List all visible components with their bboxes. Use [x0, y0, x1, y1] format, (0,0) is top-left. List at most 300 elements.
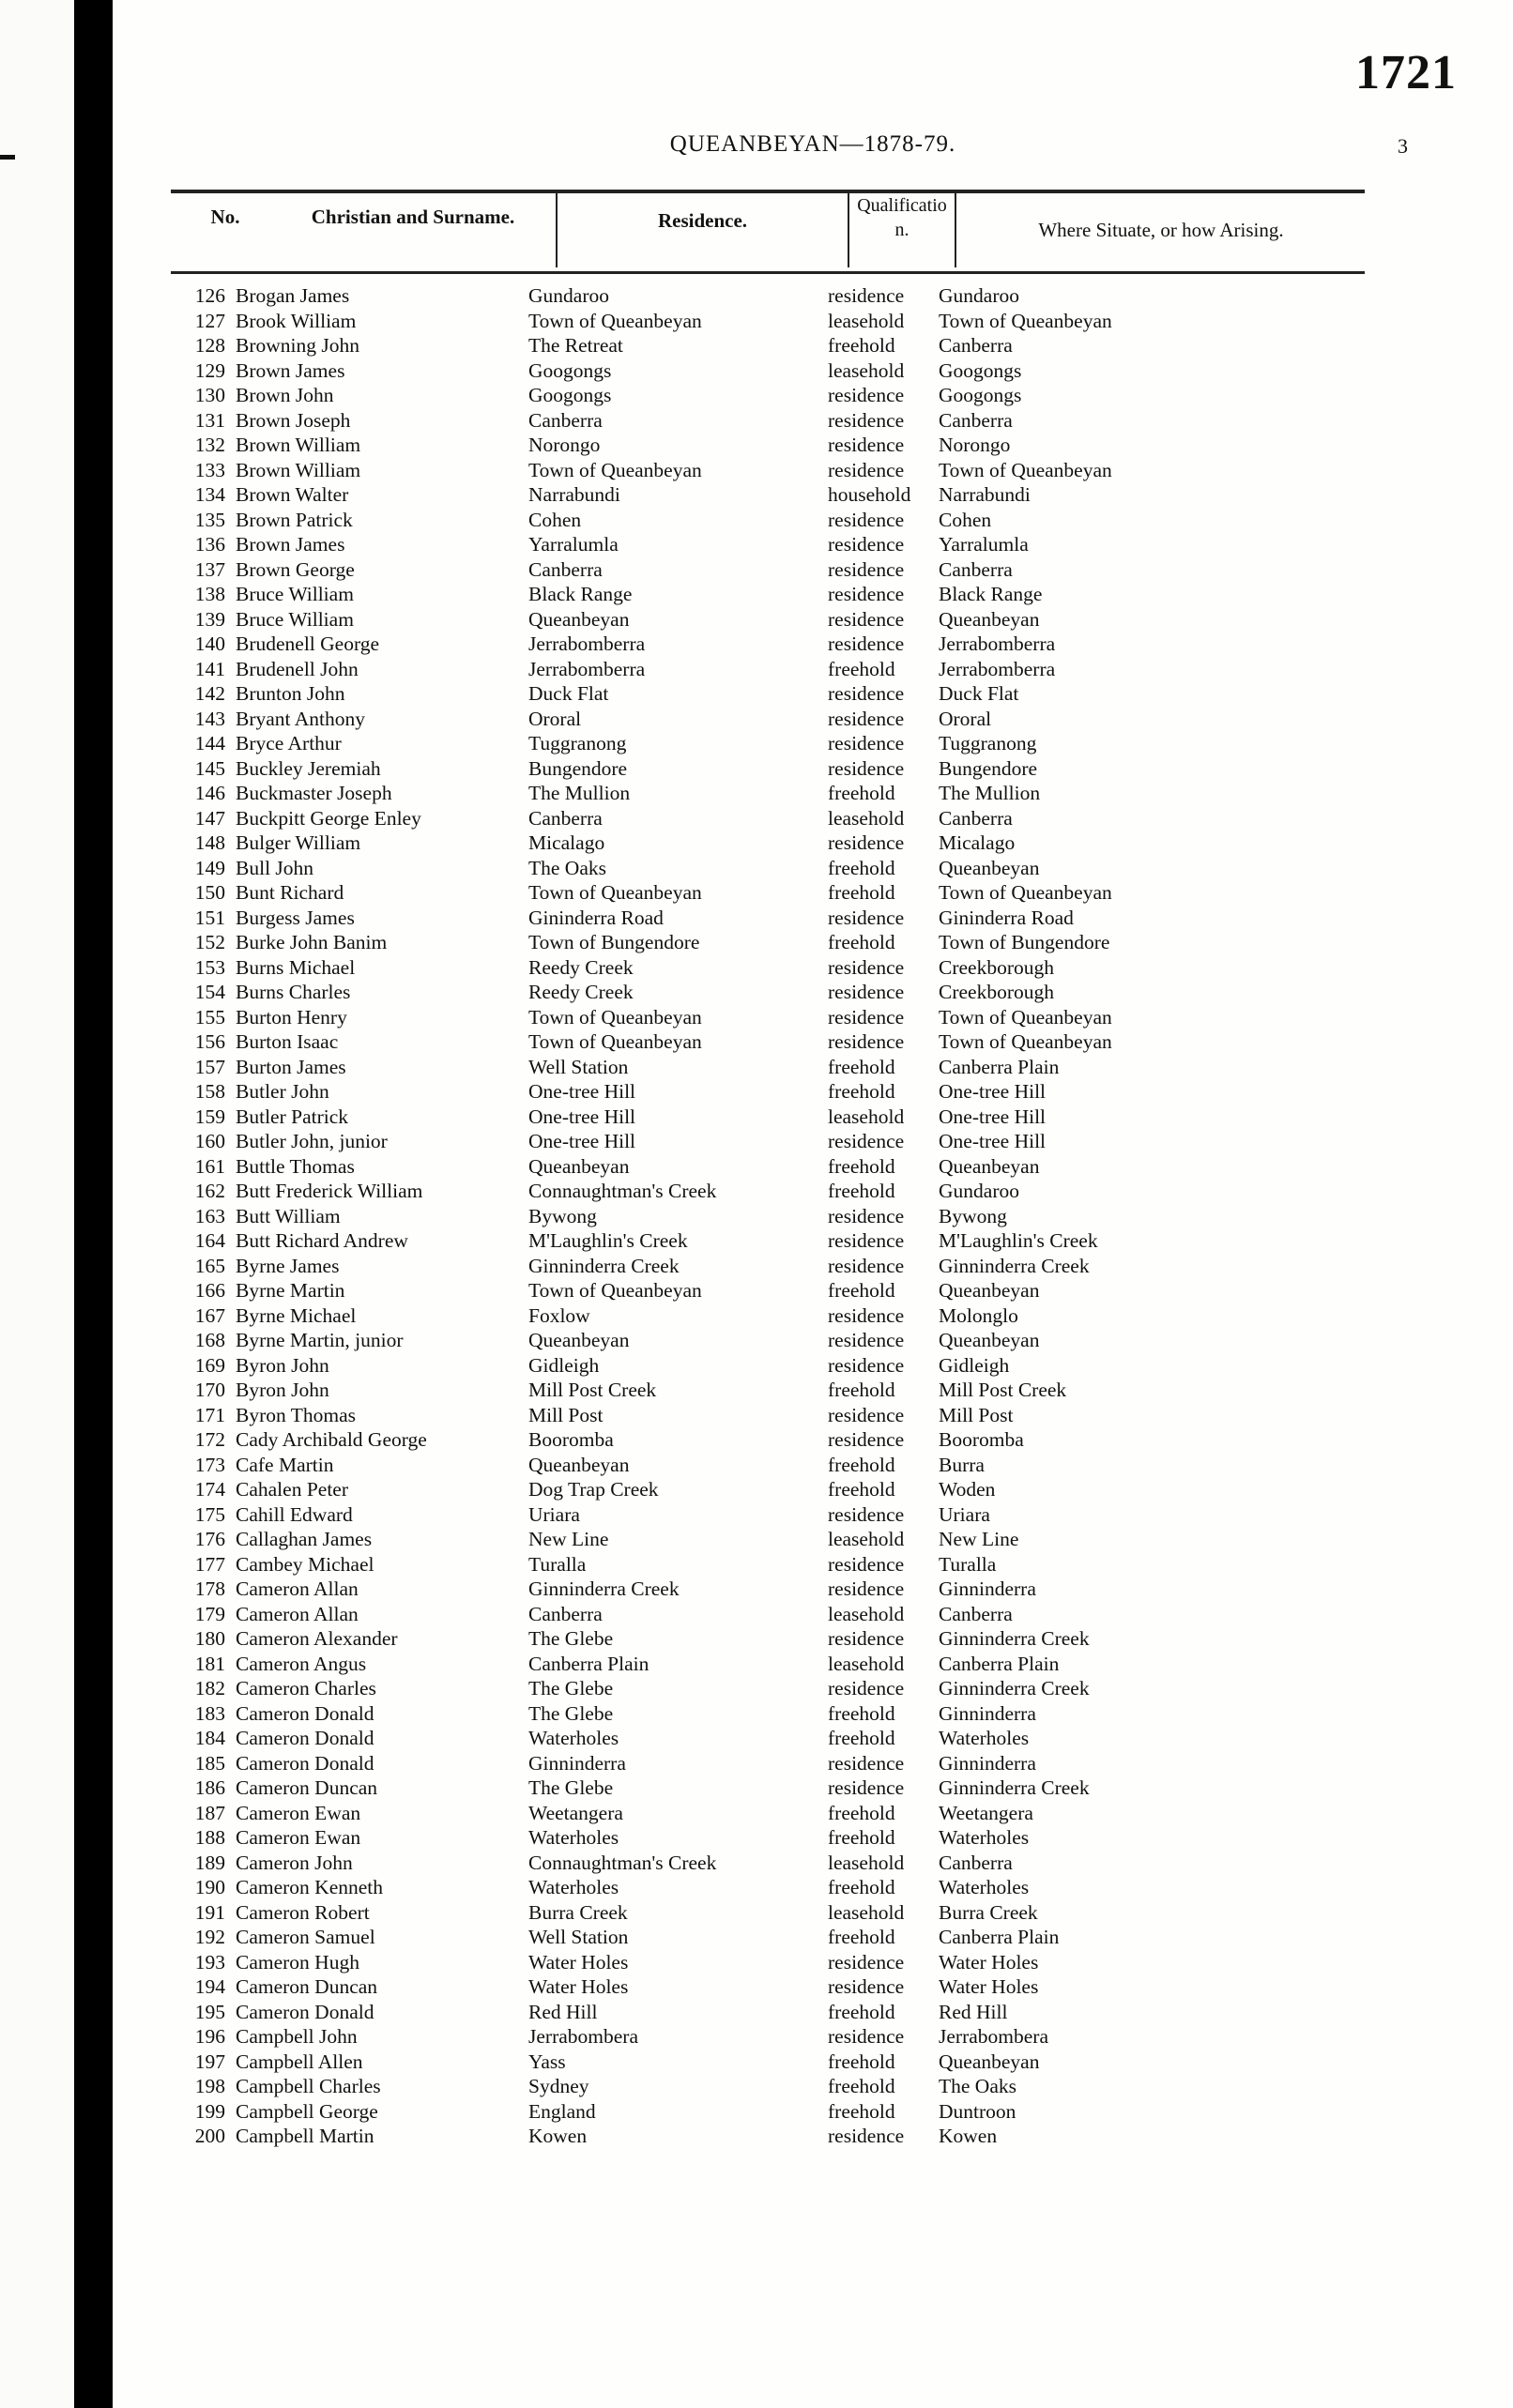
- entry-number: 173: [194, 1453, 225, 1476]
- voter-name: Cameron Alexander: [236, 1627, 398, 1650]
- table-row: [113, 1079, 1513, 1105]
- where-situate: Creekborough: [939, 981, 1054, 1003]
- qualification: residence: [828, 1502, 905, 1526]
- residence: The Glebe: [528, 1627, 614, 1650]
- voter-name: Brogan James: [236, 284, 350, 307]
- voter-name: Buttle Thomas: [236, 1154, 355, 1178]
- residence: Dog Trap Creek: [528, 1478, 659, 1501]
- table-row: [113, 1378, 1513, 1403]
- entry-number: 151: [194, 906, 225, 929]
- residence: Town of Queanbeyan: [528, 1005, 702, 1029]
- qualification: residence: [828, 1677, 905, 1699]
- residence: Canberra Plain: [528, 1652, 650, 1675]
- residence: New Line: [528, 1528, 609, 1550]
- entry-number: 193: [194, 1950, 225, 1974]
- qualification: residence: [828, 1329, 905, 1351]
- where-situate: Town of Queanbeyan: [939, 1030, 1112, 1053]
- voter-name: Byrne James: [236, 1254, 340, 1277]
- qualification: leasehold: [828, 358, 905, 382]
- qualification: freehold: [828, 334, 895, 357]
- table-row: [113, 1925, 1513, 1950]
- entry-number: 130: [194, 384, 225, 406]
- table-row: [113, 1701, 1513, 1727]
- entry-number: 163: [194, 1204, 225, 1227]
- voter-name: Bryant Anthony: [236, 707, 365, 730]
- where-situate: Canberra Plain: [939, 1926, 1060, 1948]
- voter-name: Brown Walter: [236, 483, 349, 506]
- table-row: [113, 1254, 1513, 1279]
- voter-name: Cameron Donald: [236, 1727, 374, 1749]
- qualification: residence: [828, 1229, 905, 1252]
- table-row: [113, 1453, 1513, 1478]
- header-rule-bottom: [171, 271, 1365, 274]
- table-row: [113, 1204, 1513, 1229]
- voter-name: Browning John: [236, 334, 359, 357]
- where-situate: Duntroon: [939, 2099, 1016, 2123]
- voter-name: Byrne Martin, junior: [236, 1329, 404, 1351]
- qualification: residence: [828, 1204, 905, 1227]
- voter-name: Cafe Martin: [236, 1453, 334, 1476]
- residence: The Glebe: [528, 1677, 614, 1699]
- residence: The Retreat: [528, 334, 623, 357]
- table-row: [113, 408, 1513, 434]
- residence: Gidleigh: [528, 1353, 600, 1377]
- table-row: [113, 1055, 1513, 1080]
- where-situate: Burra Creek: [939, 1900, 1038, 1924]
- qualification: freehold: [828, 1080, 895, 1103]
- entry-number: 195: [194, 2000, 225, 2023]
- residence: Reedy Creek: [528, 981, 634, 1003]
- adjacent-page-edge: [0, 0, 80, 2408]
- where-situate: One-tree Hill: [939, 1105, 1047, 1128]
- table-row: [113, 532, 1513, 557]
- residence: Foxlow: [528, 1303, 590, 1327]
- table-row: [113, 1974, 1513, 2000]
- qualification: freehold: [828, 881, 895, 904]
- where-situate: Waterholes: [939, 1826, 1030, 1849]
- table-row: [113, 1652, 1513, 1677]
- where-situate: Jerrabomberra: [939, 657, 1056, 680]
- qualification: residence: [828, 434, 905, 456]
- where-situate: Weetangera: [939, 1801, 1033, 1824]
- table-row: [113, 383, 1513, 408]
- where-situate: Canberra: [939, 1851, 1013, 1874]
- voter-name: Bruce William: [236, 583, 354, 605]
- where-situate: Canberra: [939, 408, 1013, 432]
- where-situate: Duck Flat: [939, 682, 1019, 705]
- where-situate: Gundaroo: [939, 284, 1019, 307]
- voter-name: Butt William: [236, 1204, 341, 1227]
- voter-name: Cameron Ewan: [236, 1826, 361, 1849]
- where-situate: Ginninderra Creek: [939, 1677, 1090, 1699]
- table-row: [113, 880, 1513, 906]
- where-situate: Gundaroo: [939, 1180, 1019, 1202]
- qualification: residence: [828, 1975, 905, 1998]
- table-row: [113, 1427, 1513, 1453]
- voter-name: Brown George: [236, 557, 355, 581]
- voter-name: Butler John: [236, 1080, 329, 1103]
- qualification: residence: [828, 1303, 905, 1327]
- entry-number: 176: [194, 1528, 225, 1550]
- table-row: [113, 1552, 1513, 1577]
- residence: Turalla: [528, 1552, 587, 1576]
- qualification: freehold: [828, 1453, 895, 1476]
- voter-name: Byron John: [236, 1353, 329, 1377]
- voter-name: Cambey Michael: [236, 1552, 374, 1576]
- qualification: residence: [828, 1577, 905, 1600]
- qualification: residence: [828, 906, 905, 929]
- table-row: [113, 1328, 1513, 1353]
- residence: Connaughtman's Creek: [528, 1180, 717, 1202]
- qualification: freehold: [828, 1055, 895, 1078]
- residence: Mill Post Creek: [528, 1379, 657, 1401]
- where-situate: Ginninderra: [939, 1577, 1036, 1600]
- entry-number: 143: [194, 707, 225, 730]
- entry-number: 191: [194, 1900, 225, 1924]
- residence: England: [528, 2099, 596, 2123]
- entry-number: 189: [194, 1851, 225, 1874]
- entry-number: 150: [194, 881, 225, 904]
- table-row: [113, 1278, 1513, 1303]
- entry-number: 187: [194, 1801, 225, 1824]
- voter-name: Buckmaster Joseph: [236, 782, 392, 804]
- qualification: leasehold: [828, 1652, 905, 1675]
- where-situate: Uriara: [939, 1502, 990, 1526]
- residence: Duck Flat: [528, 682, 609, 705]
- entry-number: 181: [194, 1652, 225, 1675]
- table-row: [113, 1851, 1513, 1876]
- residence: Jerrabomberra: [528, 657, 646, 680]
- table-row: [113, 806, 1513, 831]
- qualification: freehold: [828, 782, 895, 804]
- entry-number: 194: [194, 1975, 225, 1998]
- where-situate: Googongs: [939, 384, 1022, 406]
- qualification: residence: [828, 1627, 905, 1650]
- voter-name: Brown William: [236, 434, 361, 456]
- residence: Town of Bungendore: [528, 931, 700, 953]
- page-number: 1721: [1355, 46, 1457, 99]
- voter-name: Byron Thomas: [236, 1403, 357, 1426]
- voter-name: Campbell John: [236, 2025, 358, 2048]
- residence: Burra Creek: [528, 1900, 628, 1924]
- table-row: [113, 2050, 1513, 2075]
- table-row: [113, 309, 1513, 334]
- qualification: residence: [828, 1353, 905, 1377]
- table-row: [113, 1676, 1513, 1701]
- entry-number: 190: [194, 1876, 225, 1898]
- where-situate: Bywong: [939, 1204, 1007, 1227]
- residence: Jerrabombera: [528, 2025, 638, 2048]
- entry-number: 171: [194, 1403, 225, 1426]
- voter-name: Cameron Ewan: [236, 1801, 361, 1824]
- residence: Water Holes: [528, 1950, 629, 1974]
- where-situate: Jerrabombera: [939, 2025, 1048, 2048]
- voter-name: Campbell Martin: [236, 2125, 374, 2147]
- qualification: residence: [828, 408, 905, 432]
- residence: Well Station: [528, 1926, 629, 1948]
- qualification: leasehold: [828, 1851, 905, 1874]
- qualification: freehold: [828, 2075, 895, 2097]
- table-row: [113, 930, 1513, 955]
- entry-number: 129: [194, 358, 225, 382]
- qualification: residence: [828, 1776, 905, 1799]
- where-situate: New Line: [939, 1528, 1019, 1550]
- qualification: freehold: [828, 2050, 895, 2073]
- entry-number: 169: [194, 1353, 225, 1377]
- table-row: [113, 1477, 1513, 1502]
- where-situate: Town of Queanbeyan: [939, 458, 1112, 481]
- voter-name: Burns Michael: [236, 955, 356, 979]
- residence: Tuggranong: [528, 732, 627, 754]
- qualification: residence: [828, 1130, 905, 1152]
- header-qualification: Qualification.: [857, 195, 947, 240]
- residence: Ginninderra Creek: [528, 1254, 680, 1277]
- residence: Ororal: [528, 707, 582, 730]
- qualification: residence: [828, 955, 905, 979]
- entry-number: 174: [194, 1478, 225, 1501]
- where-situate: Queanbeyan: [939, 1154, 1040, 1178]
- residence: Waterholes: [528, 1727, 619, 1749]
- qualification: residence: [828, 1751, 905, 1775]
- entry-number: 133: [194, 458, 225, 481]
- residence: The Oaks: [528, 856, 606, 879]
- qualification: residence: [828, 831, 905, 854]
- voter-name: Buckpitt George Enley: [236, 806, 421, 830]
- residence: Town of Queanbeyan: [528, 309, 702, 332]
- entry-number: 157: [194, 1055, 225, 1078]
- table-row: [113, 1776, 1513, 1801]
- header-rule-top: [171, 190, 1365, 193]
- residence: Red Hill: [528, 2000, 598, 2023]
- where-situate: Water Holes: [939, 1975, 1039, 1998]
- where-situate: Yarralumla: [939, 533, 1029, 556]
- qualification: freehold: [828, 1180, 895, 1202]
- qualification: freehold: [828, 2099, 895, 2123]
- entry-number: 126: [194, 284, 225, 307]
- residence: Bywong: [528, 1204, 597, 1227]
- entry-number: 166: [194, 1279, 225, 1302]
- voter-name: Butler Patrick: [236, 1105, 349, 1128]
- where-situate: Canberra: [939, 1602, 1013, 1625]
- table-row: [113, 1502, 1513, 1528]
- voter-name: Burgess James: [236, 906, 355, 929]
- voter-name: Byron John: [236, 1379, 329, 1401]
- residence: The Glebe: [528, 1776, 614, 1799]
- table-row: [113, 1875, 1513, 1900]
- entry-number: 196: [194, 2025, 225, 2048]
- voter-name: Butt Richard Andrew: [236, 1229, 408, 1252]
- residence: Gundaroo: [528, 284, 609, 307]
- table-row: [113, 1129, 1513, 1154]
- where-situate: Town of Queanbeyan: [939, 309, 1112, 332]
- qualification: residence: [828, 458, 905, 481]
- voter-name: Campbell George: [236, 2099, 378, 2123]
- where-situate: Ginninderra: [939, 1701, 1036, 1725]
- entry-number: 199: [194, 2099, 225, 2123]
- residence: One-tree Hill: [528, 1130, 636, 1152]
- where-situate: Gidleigh: [939, 1353, 1010, 1377]
- table-row: [113, 731, 1513, 756]
- entry-number: 156: [194, 1030, 225, 1053]
- voter-name: Cameron Donald: [236, 2000, 374, 2023]
- voter-name: Brown James: [236, 533, 345, 556]
- table-row: [113, 681, 1513, 707]
- residence: Gininderra Road: [528, 906, 664, 929]
- where-situate: Queanbeyan: [939, 2050, 1040, 2073]
- table-row: [113, 1900, 1513, 1926]
- voter-name: Cameron Allan: [236, 1577, 359, 1600]
- margin-mark: [0, 155, 15, 160]
- entry-number: 167: [194, 1303, 225, 1327]
- qualification: residence: [828, 756, 905, 780]
- table-row: [113, 2074, 1513, 2099]
- residence: Yarralumla: [528, 533, 619, 556]
- table-row: [113, 1801, 1513, 1826]
- qualification: freehold: [828, 1876, 895, 1898]
- residence: Town of Queanbeyan: [528, 458, 702, 481]
- residence: Town of Queanbeyan: [528, 1279, 702, 1302]
- table-row: [113, 433, 1513, 458]
- voter-name: Byrne Martin: [236, 1279, 345, 1302]
- entry-number: 152: [194, 931, 225, 953]
- qualification: residence: [828, 508, 905, 531]
- voter-name: Campbell Allen: [236, 2050, 363, 2073]
- entry-number: 149: [194, 856, 225, 879]
- qualification: residence: [828, 384, 905, 406]
- where-situate: Town of Queanbeyan: [939, 881, 1112, 904]
- voter-name: Cameron Robert: [236, 1900, 370, 1924]
- where-situate: Queanbeyan: [939, 607, 1040, 631]
- where-situate: Red Hill: [939, 2000, 1008, 2023]
- qualification: residence: [828, 1403, 905, 1426]
- qualification: residence: [828, 1428, 905, 1451]
- qualification: residence: [828, 533, 905, 556]
- where-situate: Bungendore: [939, 756, 1038, 780]
- header-no: No.: [210, 206, 240, 228]
- entry-number: 186: [194, 1776, 225, 1799]
- qualification: freehold: [828, 2000, 895, 2023]
- qualification: freehold: [828, 1279, 895, 1302]
- where-situate: Cohen: [939, 508, 992, 531]
- voter-name: Brudenell George: [236, 632, 380, 655]
- qualification: freehold: [828, 657, 895, 680]
- entry-number: 128: [194, 334, 225, 357]
- residence: Canberra: [528, 557, 603, 581]
- entry-number: 175: [194, 1502, 225, 1526]
- qualification: residence: [828, 557, 905, 581]
- voter-name: Cahill Edward: [236, 1502, 353, 1526]
- residence: The Glebe: [528, 1701, 614, 1725]
- residence: Weetangera: [528, 1801, 623, 1824]
- residence: Queanbeyan: [528, 1329, 630, 1351]
- table-row: [113, 632, 1513, 657]
- entry-number: 134: [194, 483, 225, 506]
- where-situate: Queanbeyan: [939, 856, 1040, 879]
- table-row: [113, 1403, 1513, 1428]
- residence: Town of Queanbeyan: [528, 881, 702, 904]
- residence: Black Range: [528, 583, 633, 605]
- column-divider: [955, 193, 956, 267]
- qualification: household: [828, 483, 911, 506]
- residence: Kowen: [528, 2125, 588, 2147]
- page-title: QUEANBEYAN—1878-79.: [669, 131, 956, 157]
- where-situate: Burra: [939, 1453, 985, 1476]
- column-divider: [848, 193, 849, 267]
- voter-name: Cameron Angus: [236, 1652, 367, 1675]
- residence: Canberra: [528, 1602, 603, 1625]
- table-row: [113, 1105, 1513, 1130]
- table-row: [113, 1179, 1513, 1204]
- qualification: leasehold: [828, 1900, 905, 1924]
- entry-number: 141: [194, 657, 225, 680]
- qualification: residence: [828, 2025, 905, 2048]
- voter-name: Brown William: [236, 458, 361, 481]
- residence: Ginninderra Creek: [528, 1577, 680, 1600]
- residence: Well Station: [528, 1055, 629, 1078]
- qualification: residence: [828, 607, 905, 631]
- qualification: freehold: [828, 931, 895, 953]
- residence: Reedy Creek: [528, 955, 634, 979]
- qualification: residence: [828, 981, 905, 1003]
- table-row: [113, 508, 1513, 533]
- where-situate: Ginninderra: [939, 1751, 1036, 1775]
- voter-name: Buckley Jeremiah: [236, 756, 381, 780]
- entry-number: 178: [194, 1577, 225, 1600]
- table-row: [113, 906, 1513, 931]
- residence: Yass: [528, 2050, 566, 2073]
- voter-name: Cameron Duncan: [236, 1975, 378, 1998]
- voter-name: Brudenell John: [236, 657, 359, 680]
- table-row: [113, 2000, 1513, 2025]
- voter-name: Cameron Donald: [236, 1751, 374, 1775]
- entry-number: 182: [194, 1677, 225, 1699]
- residence: Cohen: [528, 508, 582, 531]
- entry-number: 135: [194, 508, 225, 531]
- qualification: leasehold: [828, 309, 905, 332]
- entry-number: 162: [194, 1180, 225, 1202]
- where-situate: The Mullion: [939, 782, 1041, 804]
- voter-name: Bunt Richard: [236, 881, 344, 904]
- entry-number: 142: [194, 682, 225, 705]
- qualification: residence: [828, 732, 905, 754]
- voter-name: Cameron Kenneth: [236, 1876, 384, 1898]
- voter-name: Burke John Banim: [236, 931, 388, 953]
- table-row: [113, 1353, 1513, 1379]
- entry-number: 144: [194, 732, 225, 754]
- entry-number: 198: [194, 2075, 225, 2097]
- entry-number: 139: [194, 607, 225, 631]
- qualification: residence: [828, 1254, 905, 1277]
- table-row: [113, 283, 1513, 309]
- entry-number: 131: [194, 408, 225, 432]
- entry-number: 200: [194, 2125, 225, 2147]
- voter-name: Cameron Allan: [236, 1602, 359, 1625]
- where-situate: Ginninderra Creek: [939, 1254, 1090, 1277]
- table-row: [113, 557, 1513, 583]
- document-page: [113, 0, 1513, 2408]
- table-row: [113, 482, 1513, 508]
- residence: Uriara: [528, 1502, 580, 1526]
- entry-number: 161: [194, 1154, 225, 1178]
- residence: Queanbeyan: [528, 1453, 630, 1476]
- voter-name: Campbell Charles: [236, 2075, 381, 2097]
- voter-name: Bulger William: [236, 831, 361, 854]
- where-situate: One-tree Hill: [939, 1130, 1047, 1152]
- entry-number: 153: [194, 955, 225, 979]
- entry-number: 148: [194, 831, 225, 854]
- residence: Narrabundi: [528, 483, 620, 506]
- where-situate: Town of Queanbeyan: [939, 1005, 1112, 1029]
